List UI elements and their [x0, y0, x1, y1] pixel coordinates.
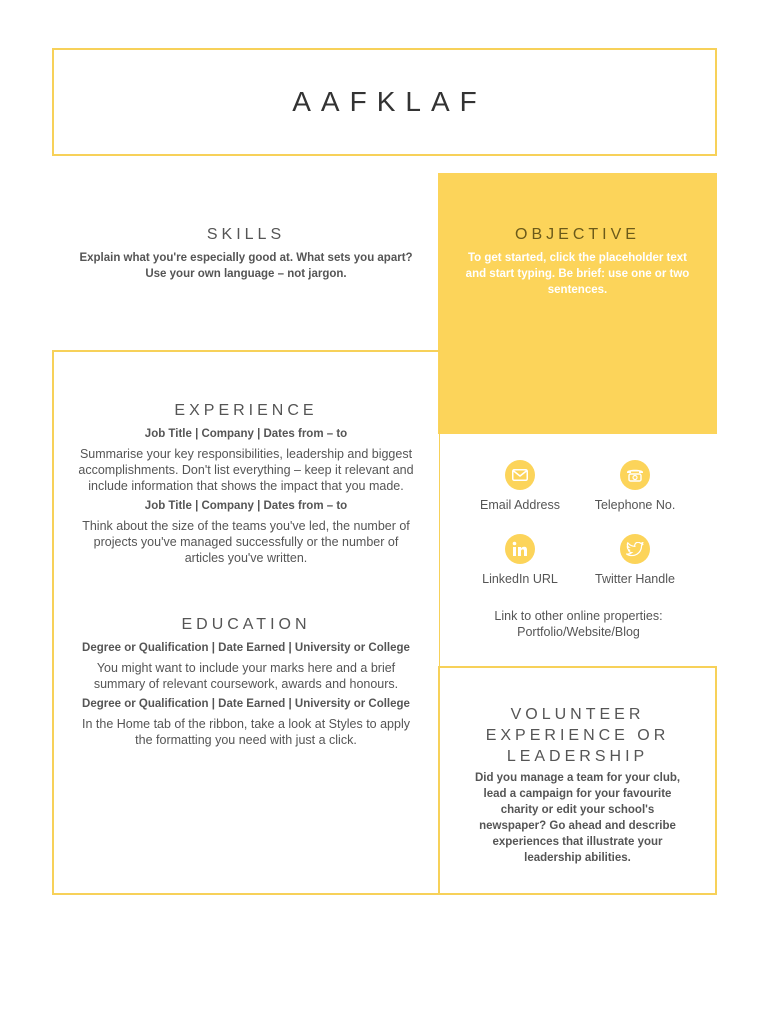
objective-text[interactable]: To get started, click the placeholder text and start typing. Be brief: use one or two sentences. — [465, 252, 690, 296]
volunteer-section — [438, 666, 717, 895]
education-entry-desc[interactable]: In the Home tab of the ribbon, take a look at Styles to apply the formatting you need with just a click. — [82, 717, 410, 747]
telephone-label: Telephone No. — [594, 498, 676, 512]
education-entry-title[interactable]: Degree or Qualification | Date Earned | University or College — [82, 642, 410, 654]
contact-email[interactable] — [465, 460, 575, 512]
objective-section — [438, 173, 717, 434]
contact-telephone[interactable] — [580, 460, 690, 512]
volunteer-heading-line: EXPERIENCE OR — [485, 727, 670, 744]
skills-heading: SKILLS — [206, 226, 286, 243]
email-label: Email Address — [480, 498, 560, 512]
experience-entry-title[interactable]: Job Title | Company | Dates from – to — [144, 428, 348, 440]
education-section — [74, 616, 418, 748]
volunteer-heading-line: VOLUNTEER — [510, 706, 645, 723]
experience-heading: EXPERIENCE — [174, 402, 318, 419]
volunteer-text[interactable]: Did you manage a team for your club, lead a campaign for your favourite charity or edit your school's newspaper? Go ahead and describe experiences that illustrate your leadership abilities. — [474, 772, 681, 864]
skills-section — [60, 226, 432, 282]
experience-entry-desc[interactable]: Think about the size of the teams you've led, the number of projects you've managed successfully or the number of articles you've written. — [82, 519, 410, 565]
volunteer-heading — [440, 704, 715, 767]
contact-twitter[interactable] — [580, 534, 690, 586]
experience-entry-title[interactable]: Job Title | Company | Dates from – to — [144, 500, 348, 512]
name-header-box — [52, 48, 717, 156]
other-properties-line: Link to other online properties: — [494, 609, 663, 623]
twitter-label: Twitter Handle — [595, 572, 675, 586]
contact-linkedin[interactable] — [465, 534, 575, 586]
objective-heading: OBJECTIVE — [515, 226, 640, 243]
twitter-icon — [620, 534, 650, 564]
education-entry-desc[interactable]: You might want to include your marks here and a brief summary of relevant coursework, awards and honours. — [93, 661, 399, 691]
other-properties-line: Portfolio/Website/Blog — [517, 625, 640, 639]
education-heading: EDUCATION — [181, 616, 311, 633]
experience-section — [74, 402, 418, 566]
linkedin-icon — [505, 534, 535, 564]
experience-education-box — [52, 350, 440, 895]
volunteer-heading-line: LEADERSHIP — [506, 748, 649, 765]
experience-entry-desc[interactable]: Summarise your key responsibilities, leadership and biggest accomplishments. Don't list everything – keep it relevant and include information that shows the impact that you made. — [78, 447, 414, 493]
education-entry-title[interactable]: Degree or Qualification | Date Earned | University or College — [82, 698, 410, 710]
skills-text[interactable]: Explain what you're especially good at. What sets you apart? Use your own language – not jargon. — [79, 252, 413, 280]
telephone-icon — [620, 460, 650, 490]
email-icon — [505, 460, 535, 490]
contact-section — [440, 436, 717, 666]
linkedin-label: LinkedIn URL — [482, 572, 558, 586]
resume-name[interactable]: AAFKLAF — [292, 86, 487, 117]
other-properties-text[interactable] — [440, 608, 717, 640]
